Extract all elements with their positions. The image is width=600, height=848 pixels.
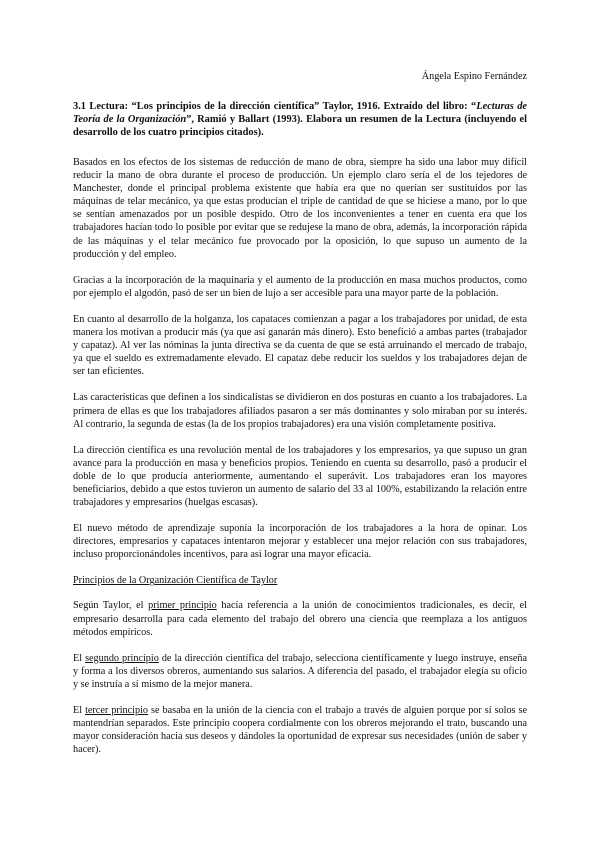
paragraph-5: La dirección científica es una revolución mental de los trabajadores y los empresarios, ya que supuso un gran avance para la producción en masa y beneficios propios. Teniendo en cuenta su desarrollo, pasó a producir el doble de lo que producía anteriormente, aumentando el superávit. Los trabajadores eran los mayores beneficiarios, debido a que estos tuvieron un aumento de salario del 33 al 100%, estabilizando la relación entre trabajadores y empresarios (huelgas escasas). — [73, 444, 527, 509]
paragraph-1: Basados en los efectos de los sistemas de reducción de mano de obra, siempre ha sido una labor muy difícil reducir la mano de obra durante el proceso de producción. Un ejemplo claro sería el de los tejedores de Manchester, donde el principal problema existente que había era que no querían ser sustituidos por las máquinas de telar mecánico, ya que estas producían el triple de cantidad de que se hiciese a mano, por lo que se sentían amenazados por un posible despido. Otro de los inconvenientes a tener en cuenta era que los trabajadores hacían todo lo posible por evitar que se redujese la mano de obra, además, la incorporación rápida de las máquinas y el telar mecánico fue provocado por la oposición, lo que supuso un aumento de la producción y del empleo. — [73, 157, 527, 260]
principle-3-after: se basaba en la unión de la ciencia con el trabajo a través de alguien porque por sí solos se mantendrían separados. Este principio coopera cordialmente con los obreros mejorando el trato, buscando una mayor consideración hacia sus deseos y dándoles la oportunidad de expresar sus necesidades (unión de saber y hacer). — [73, 705, 528, 756]
principle-3-term: tercer principio — [85, 705, 149, 716]
heading-book-title: Lecturas de Teoría de la Organización — [73, 101, 527, 125]
principle-2 — [73, 652, 527, 691]
principle-2-term: segundo principio — [85, 652, 159, 664]
principle-1-before: Según Taylor, el — [73, 600, 149, 612]
paragraph-4: Las características que definen a los sindicalistas se dividieron en dos posturas en cuanto a los trabajadores. La primera de ellas es que los trabajadores afiliados pasaron a ser más dominantes y solo miraban por su interés. Al contrario, la segunda de estas (la de los propios trabajadores) era una visión completamente positiva. — [73, 392, 527, 430]
heading-part-1: 3.1 Lectura: “Los principios de la dirección científica” Taylor, 1916. Extraído del libro: “ — [73, 101, 477, 112]
paragraph-6: El nuevo método de aprendizaje suponía la incorporación de los trabajadores a la hora de opinar. Los directores, empresarios y capataces intentaron mejorar y establecer una mejor relación con sus trabajadores, incluso proporcionándoles incentivos, para así lograr una mayor eficacia. — [73, 523, 527, 561]
principle-1 — [73, 599, 527, 638]
author-name: Ángela Espino Fernández — [421, 71, 527, 82]
assignment-heading — [73, 100, 527, 139]
principle-1-term: primer principio — [148, 600, 217, 612]
principle-3 — [73, 704, 527, 756]
principle-1-after: hacía referencia a la unión de conocimientos tradicionales, es decir, el empresario desarrolla para cada elemento del trabajo del obrero una ciencia que reemplaza a los antiguos métodos empíricos. — [73, 600, 527, 638]
principle-3-before: El — [73, 705, 86, 716]
heading-part-2: ”, Ramió y Ballart (1993). Elabora un resumen de la Lectura (incluyendo el desarrollo de los cuatro principios citados). — [73, 114, 527, 138]
principle-2-after: de la dirección científica del trabajo, selecciona científicamente y luego instruye, enseña y forma a los diversos obreros, aumentando sus salarios. A diferencia del pasado, el trabajador elegía su oficio y se instruía a sí mismo de la mejor manera. — [73, 652, 527, 690]
paragraph-3: En cuanto al desarrollo de la holganza, los capataces comienzan a pagar a los trabajadores por unidad, de esta manera los motivan a producir más (ya que así ganarán más dinero). Esto benefició a ambas partes (trabajador y capataz). Al ver las nóminas la junta directiva se da cuenta de que se está arruinando el mercado de trabajo, ya que el sueldo es extremadamente elevado. El capataz debe reducir los sueldos y los trabajadores dejan de ser tan eficientes. — [73, 313, 527, 378]
paragraph-2: Gracias a la incorporación de la maquinaria y el aumento de la producción en masa muchos productos, como por ejemplo el algodón, pasó de ser un bien de lujo a ser accesible para una mayor parte de la población. — [73, 274, 527, 299]
section-title: Principios de la Organización Científica de Taylor — [73, 575, 278, 587]
principle-2-before: El — [73, 652, 86, 664]
